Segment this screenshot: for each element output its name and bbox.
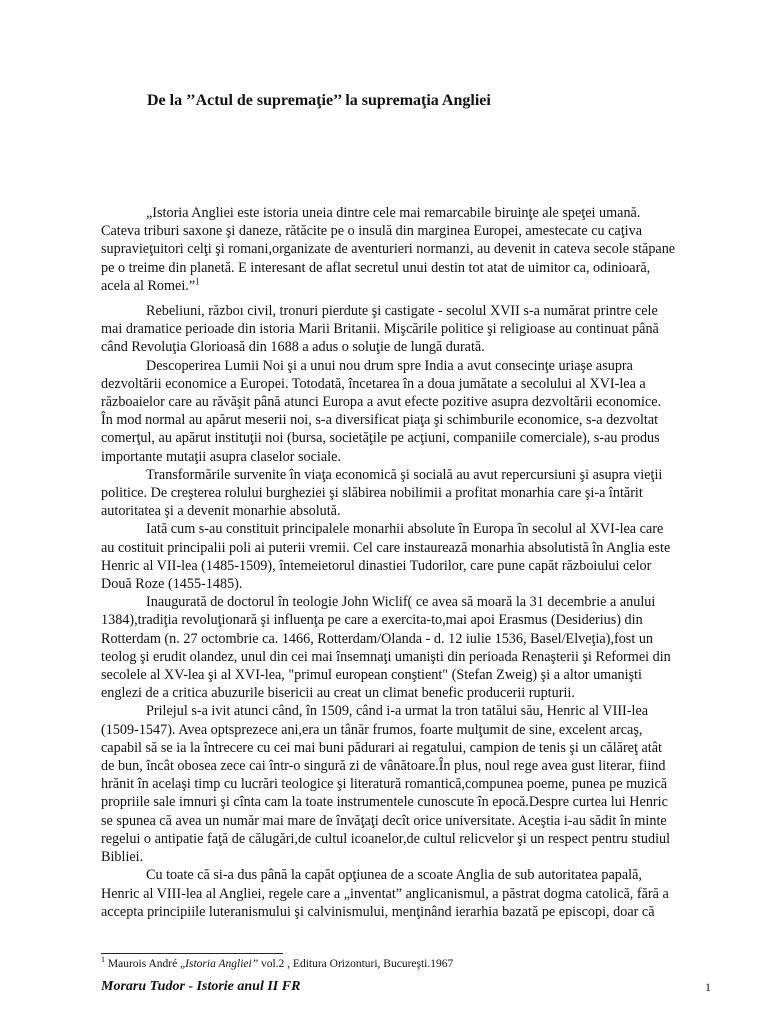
text-line: capabil să se ia la întrecere cu cei mai buni pădurari ai regatului, campion de tenis şi un călăreţ atât bbox=[101, 739, 662, 756]
footnote-work-title: Istoria Angliei’’ bbox=[185, 958, 259, 970]
text-line: Bibliei. bbox=[101, 849, 144, 866]
text-line: Henric al VIII-lea al Angliei, regele care a „inventat” anglicanismul, a păstrat dogma catolică, fără a bbox=[101, 885, 669, 902]
text-line: pe o treime din planetă. E interesant de aflat secretul unui destin tot atat de uimitor ca, odinioară, bbox=[101, 259, 651, 276]
text-line: războaielor care au răvăşit până atunci Europa a avut efecte pozitive asupra dezvoltării economice. bbox=[101, 394, 662, 411]
footnote-number: 1 bbox=[101, 955, 105, 965]
text-line bbox=[101, 277, 713, 295]
paragraph bbox=[101, 702, 713, 866]
paragraph bbox=[101, 466, 713, 521]
text-line: Cu toate că si-a dus până la capăt opţiunea de a scoate Anglia de sub autoritatea papală, bbox=[146, 867, 642, 884]
text-line: importante mutaţii asupra claselor sociale. bbox=[101, 448, 341, 465]
footer-author: Moraru Tudor - Istorie anul II FR bbox=[101, 979, 301, 994]
text-line: Două Roze (1455-1485). bbox=[101, 576, 243, 593]
footnote-publication: vol.2 , Editura Orizonturi, Bucureşti.1967 bbox=[258, 958, 454, 970]
text-line: Cateva triburi saxone şi daneze, rătăcite pe o insulă din marginea Europei, amestecate cu caţiva bbox=[101, 223, 642, 240]
text-line: au costituit principalii poli ai puterii vremii. Cel care instaurează monarhia absolutistă în Anglia este bbox=[101, 539, 671, 556]
footnote bbox=[101, 955, 454, 970]
document-title: De la ’’Actul de supremaţie’’ la supremaţia Angliei bbox=[147, 92, 491, 109]
text-line: Inaugurată de doctorul în teologie John Wiclif( ce avea să moară la 31 decembrie a anului bbox=[146, 594, 656, 611]
text-line: comerţul, au apărut instituţii noi (bursa, societăţile pe acţiuni, companiile comerciale), s-au produs bbox=[101, 430, 660, 447]
text-line: regelui o antipatie faţă de călugări,de cultul icoanelor,de cultul relicvelor şi un respect pentru studiul bbox=[101, 830, 671, 847]
text-line: Transformările survenite în viaţa economică şi socială au avut repercursiuni şi asupra vieţii bbox=[146, 466, 663, 483]
text-line: supravieţuitori celţi şi romani,organizate de aventurieri normanzi, au devenit in cateva secole stăpane bbox=[101, 241, 676, 258]
text-line: politice. De creşterea rolului burgheziei şi slăbirea nobilimii a profitat monarhia care şi-a întărit bbox=[101, 485, 643, 502]
text-line: Rotterdam (n. 27 octombrie ca. 1466, Rotterdam/Olanda - d. 12 iulie 1536, Basel/Elveţia),fost un bbox=[101, 630, 654, 647]
quote-paragraph bbox=[101, 204, 713, 295]
text-line: hrănit în acelaşi timp cu lucrări teologice şi literatură romantică,compunea poeme, punea pe muzică bbox=[101, 776, 668, 793]
text-line: Prilejul s-a ivit atunci când, în 1509, când i-a urmat la tron tatălui său, Henric al VIII-lea bbox=[146, 703, 649, 720]
quote-last-line: acela al Romei.” bbox=[101, 277, 196, 294]
text-line: (1509-1547). Avea optsprezece ani,era un tânăr frumos, foarte mulţumit de sine, excelent arcaş, bbox=[101, 721, 643, 738]
paragraph bbox=[101, 866, 713, 921]
paragraph bbox=[101, 302, 713, 357]
text-line: Rebeliuni, războı civil, tronuri pierdute şi castigate - secolul XVII s-a numărat printre cele bbox=[146, 303, 658, 319]
text-line: În mod normal au apărut meserii noi, s-a diversificat piaţa şi schimburile economice, s-a dezvoltat bbox=[101, 412, 659, 429]
text-line: când Revoluţia Glorioasă din 1688 a adus o soluţie de lungă durată. bbox=[101, 339, 485, 356]
paragraph bbox=[101, 520, 713, 593]
main-text bbox=[101, 302, 713, 921]
paragraph bbox=[101, 593, 713, 702]
text-line: mai dramatice perioade din istoria Marii Britanii. Mişcările politice şi religioase au continuat până bbox=[101, 321, 659, 338]
text-line: secolele al XV-lea şi al XVI-lea, "primul european conştient" (Stefan Zweig) şi a altor umanişti bbox=[101, 667, 642, 684]
text-line: teolog şi erudit olandez, unul din cei mai însemnaţi umanişti din perioada Renaşterii şi Reformei din bbox=[101, 648, 671, 665]
text-line: Iată cum s-au constituit principalele monarhii absolute în Europa în secolul al XVI-lea care bbox=[146, 521, 664, 538]
text-line: Descoperirea Lumii Noi şi a unui nou drum spre India a avut consecinţe uriaşe asupra bbox=[146, 357, 633, 374]
text-line: propriile sale imnuri şi cînta cam la toate instrumentele cunoscute în epocă.Despre curtea lui Henric bbox=[101, 794, 668, 811]
text-line: se spunea că avea un număr mai mare de învăţaţi decît orice universitate. Aceştia i-au sădit în minte bbox=[101, 812, 667, 829]
text-line: dezvoltării economice a Europei. Totodată, încetarea în a doua jumătate a secolului al XVI-lea a bbox=[101, 375, 646, 392]
text-line: autoritatea şi a devenit monarhie absolută. bbox=[101, 503, 341, 520]
text-line: Henric al VII-lea (1485-1509), întemeietorul dinastiei Tudorilor, care pune capăt războiului celor bbox=[101, 557, 652, 574]
paragraph bbox=[101, 357, 713, 466]
footnote-reference[interactable]: 1 bbox=[195, 276, 200, 287]
footnote-separator bbox=[101, 953, 283, 954]
footnote-author: Maurois André „ bbox=[107, 958, 186, 970]
text-line: englezi de a critica abuzurile bisericii au creat un climat benefic producerii rupturii. bbox=[101, 685, 575, 702]
text-line: accepta principiile luteranismului şi calvinismului, menţinând ierarhia bazată pe episcopi, doar că bbox=[101, 903, 655, 920]
text-line: „Istoria Angliei este istoria uneia dintre cele mai remarcabile biruinţe ale speţei umană. bbox=[146, 205, 641, 221]
text-line: 1384),tradiţia revoluţionară şi influenţa pe care a exercita-to,mai apoi Erasmus (Desiderius) din bbox=[101, 612, 643, 629]
page-number: 1 bbox=[705, 980, 711, 994]
text-line: de bun, încât obosea zece cai într-o singură zi de vânătoare.În plus, noul rege avea gust literar, fiind bbox=[101, 758, 666, 775]
